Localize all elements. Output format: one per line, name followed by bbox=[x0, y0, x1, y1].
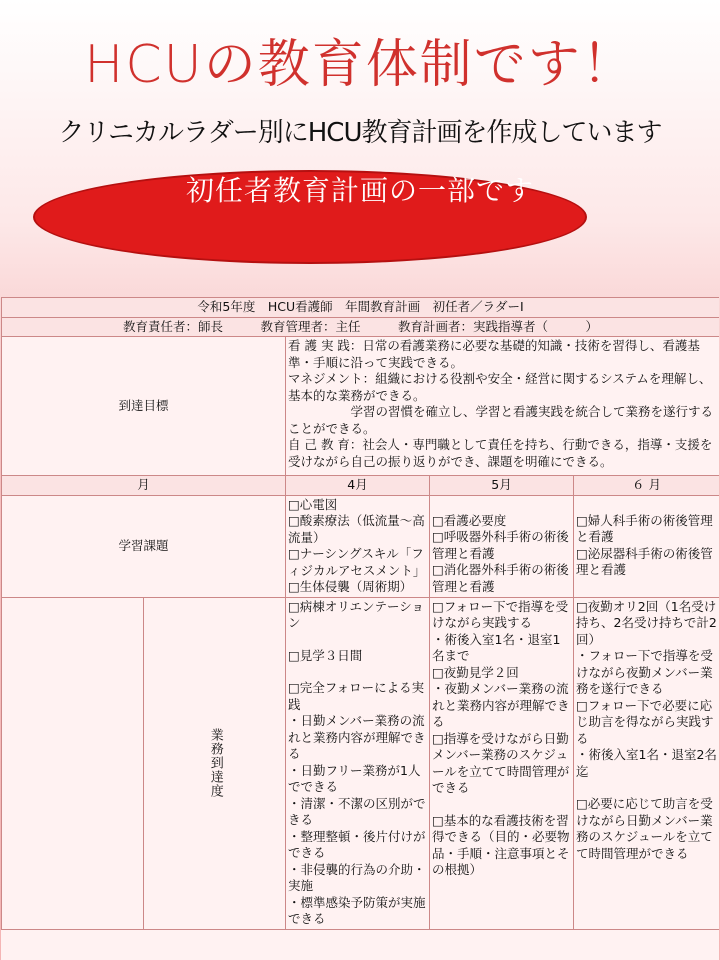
list-item: ・日勤フリー業務が1人でできる bbox=[288, 762, 421, 794]
month-header: ６ 月 bbox=[574, 476, 720, 496]
slide-subtitle: クリニカルラダー別にHCU教育計画を作成しています bbox=[58, 118, 662, 148]
education-plan-table bbox=[1, 297, 719, 960]
callout-text: 初任者教育計画の一部です bbox=[185, 174, 534, 207]
list-item: ・術後入室1名・退室1名まで bbox=[432, 631, 561, 663]
study-cell-june bbox=[574, 495, 720, 597]
list-item: ・清潔・不潔の区別ができる bbox=[288, 795, 426, 827]
list-item: □泌尿器科手術の術後管理と看護 bbox=[576, 545, 713, 577]
month-label: 月 bbox=[2, 476, 286, 496]
table-title: 令和5年度 HCU看護師 年間教育計画 初任者／ラダーⅠ bbox=[2, 298, 720, 318]
duty-label: 業務到達度 bbox=[207, 728, 223, 798]
list-item: □看護必要度 bbox=[432, 512, 507, 528]
list-item: □呼吸器外科手術の術後管理と看護 bbox=[432, 529, 569, 561]
list-item: □夜勤オリ2回（1名受け持ち、2名受け持ちで計2回） bbox=[576, 598, 717, 647]
list-item: □婦人科手術の術後管理と看護 bbox=[576, 512, 713, 544]
list-item: □完全フォローによる実践 bbox=[288, 680, 425, 712]
table-roles: 教育責任者：師長 教育管理者：主任 教育計画者：実践指導者（ ） bbox=[2, 317, 720, 337]
list-item: □消化器外科手術の術後管理と看護 bbox=[432, 562, 569, 594]
duty-blank-cell bbox=[2, 597, 144, 929]
goal-line: 自 己 教 育：社会人・専門職として責任を持ち、行動できる，指導・支援を受けながら自己の振り返りができ、課題を明確にできる。 bbox=[288, 437, 713, 469]
list-item: □基本的な看護技術を習得できる（目的・必要物品・手順・注意事項とその根拠） bbox=[432, 812, 570, 877]
list-item: □必要に応じて助言を受けながら日勤メンバー業務のスケジュールを立てて時間管理ができる bbox=[576, 796, 713, 861]
goal-line: 学習の習慣を確立し、学習と看護実践を統合して業務を遂行することができる。 bbox=[288, 404, 714, 436]
study-cell-april bbox=[286, 495, 430, 597]
duty-cell-may bbox=[430, 597, 574, 929]
list-item: □夜勤見学２回 bbox=[432, 664, 519, 680]
list-item: ・日勤メンバー業務の流れと業務内容が理解できる bbox=[288, 713, 426, 761]
list-item: ・夜勤メンバー業務の流れと業務内容が理解できる bbox=[432, 681, 570, 729]
goal-line: 看 護 実 践：日常の看護業務に必要な基礎的知識・技術を習得し、看護基準・手順に沿って実践できる。 bbox=[288, 338, 700, 370]
list-item: ・フォロー下で指導を受けながら夜勤メンバー業務を遂行できる bbox=[576, 648, 713, 696]
duty-label-cell bbox=[144, 597, 286, 929]
list-item: □ナーシングスキル「フィジカルアセスメント」 bbox=[288, 546, 426, 578]
list-item: ・術後入室1名・退室2名迄 bbox=[576, 747, 717, 779]
list-item: □フォロー下で必要に応じ助言を得ながら実践する bbox=[576, 697, 714, 746]
list-item: □フォロー下で指導を受けながら実践する bbox=[432, 598, 569, 630]
goal-cell bbox=[286, 337, 720, 476]
list-item: ・標準感染予防策が実施できる bbox=[288, 894, 426, 926]
duty-cell-april bbox=[286, 597, 430, 929]
list-item: □生体侵襲（周術期） bbox=[288, 579, 413, 594]
list-item: □心電図 bbox=[288, 496, 338, 512]
list-item: □見学３日間 bbox=[288, 647, 363, 663]
slide-title: HCUの教育体制です！ bbox=[84, 35, 636, 95]
month-header: 4月 bbox=[286, 476, 430, 496]
list-item: ・整理整頓・後片付けができる bbox=[288, 828, 426, 860]
list-item: ・非侵襲的行為の介助・実施 bbox=[288, 861, 426, 893]
duty-cell-june bbox=[574, 597, 720, 929]
list-item: □酸素療法（低流量～高流量） bbox=[288, 513, 425, 545]
goal-label: 到達目標 bbox=[2, 337, 286, 476]
goal-line: マネジメント：組織における役割や安全・経営に関するシステムを理解し、基本的な業務ができる。 bbox=[288, 371, 712, 403]
list-item: □病棟オリエンテーション bbox=[288, 598, 425, 630]
month-header: 5月 bbox=[430, 476, 574, 496]
study-label: 学習課題 bbox=[2, 495, 286, 597]
study-cell-may bbox=[430, 495, 574, 597]
list-item: □指導を受けながら日勤メンバー業務のスケジュールを立てて時間管理ができる bbox=[432, 730, 570, 795]
